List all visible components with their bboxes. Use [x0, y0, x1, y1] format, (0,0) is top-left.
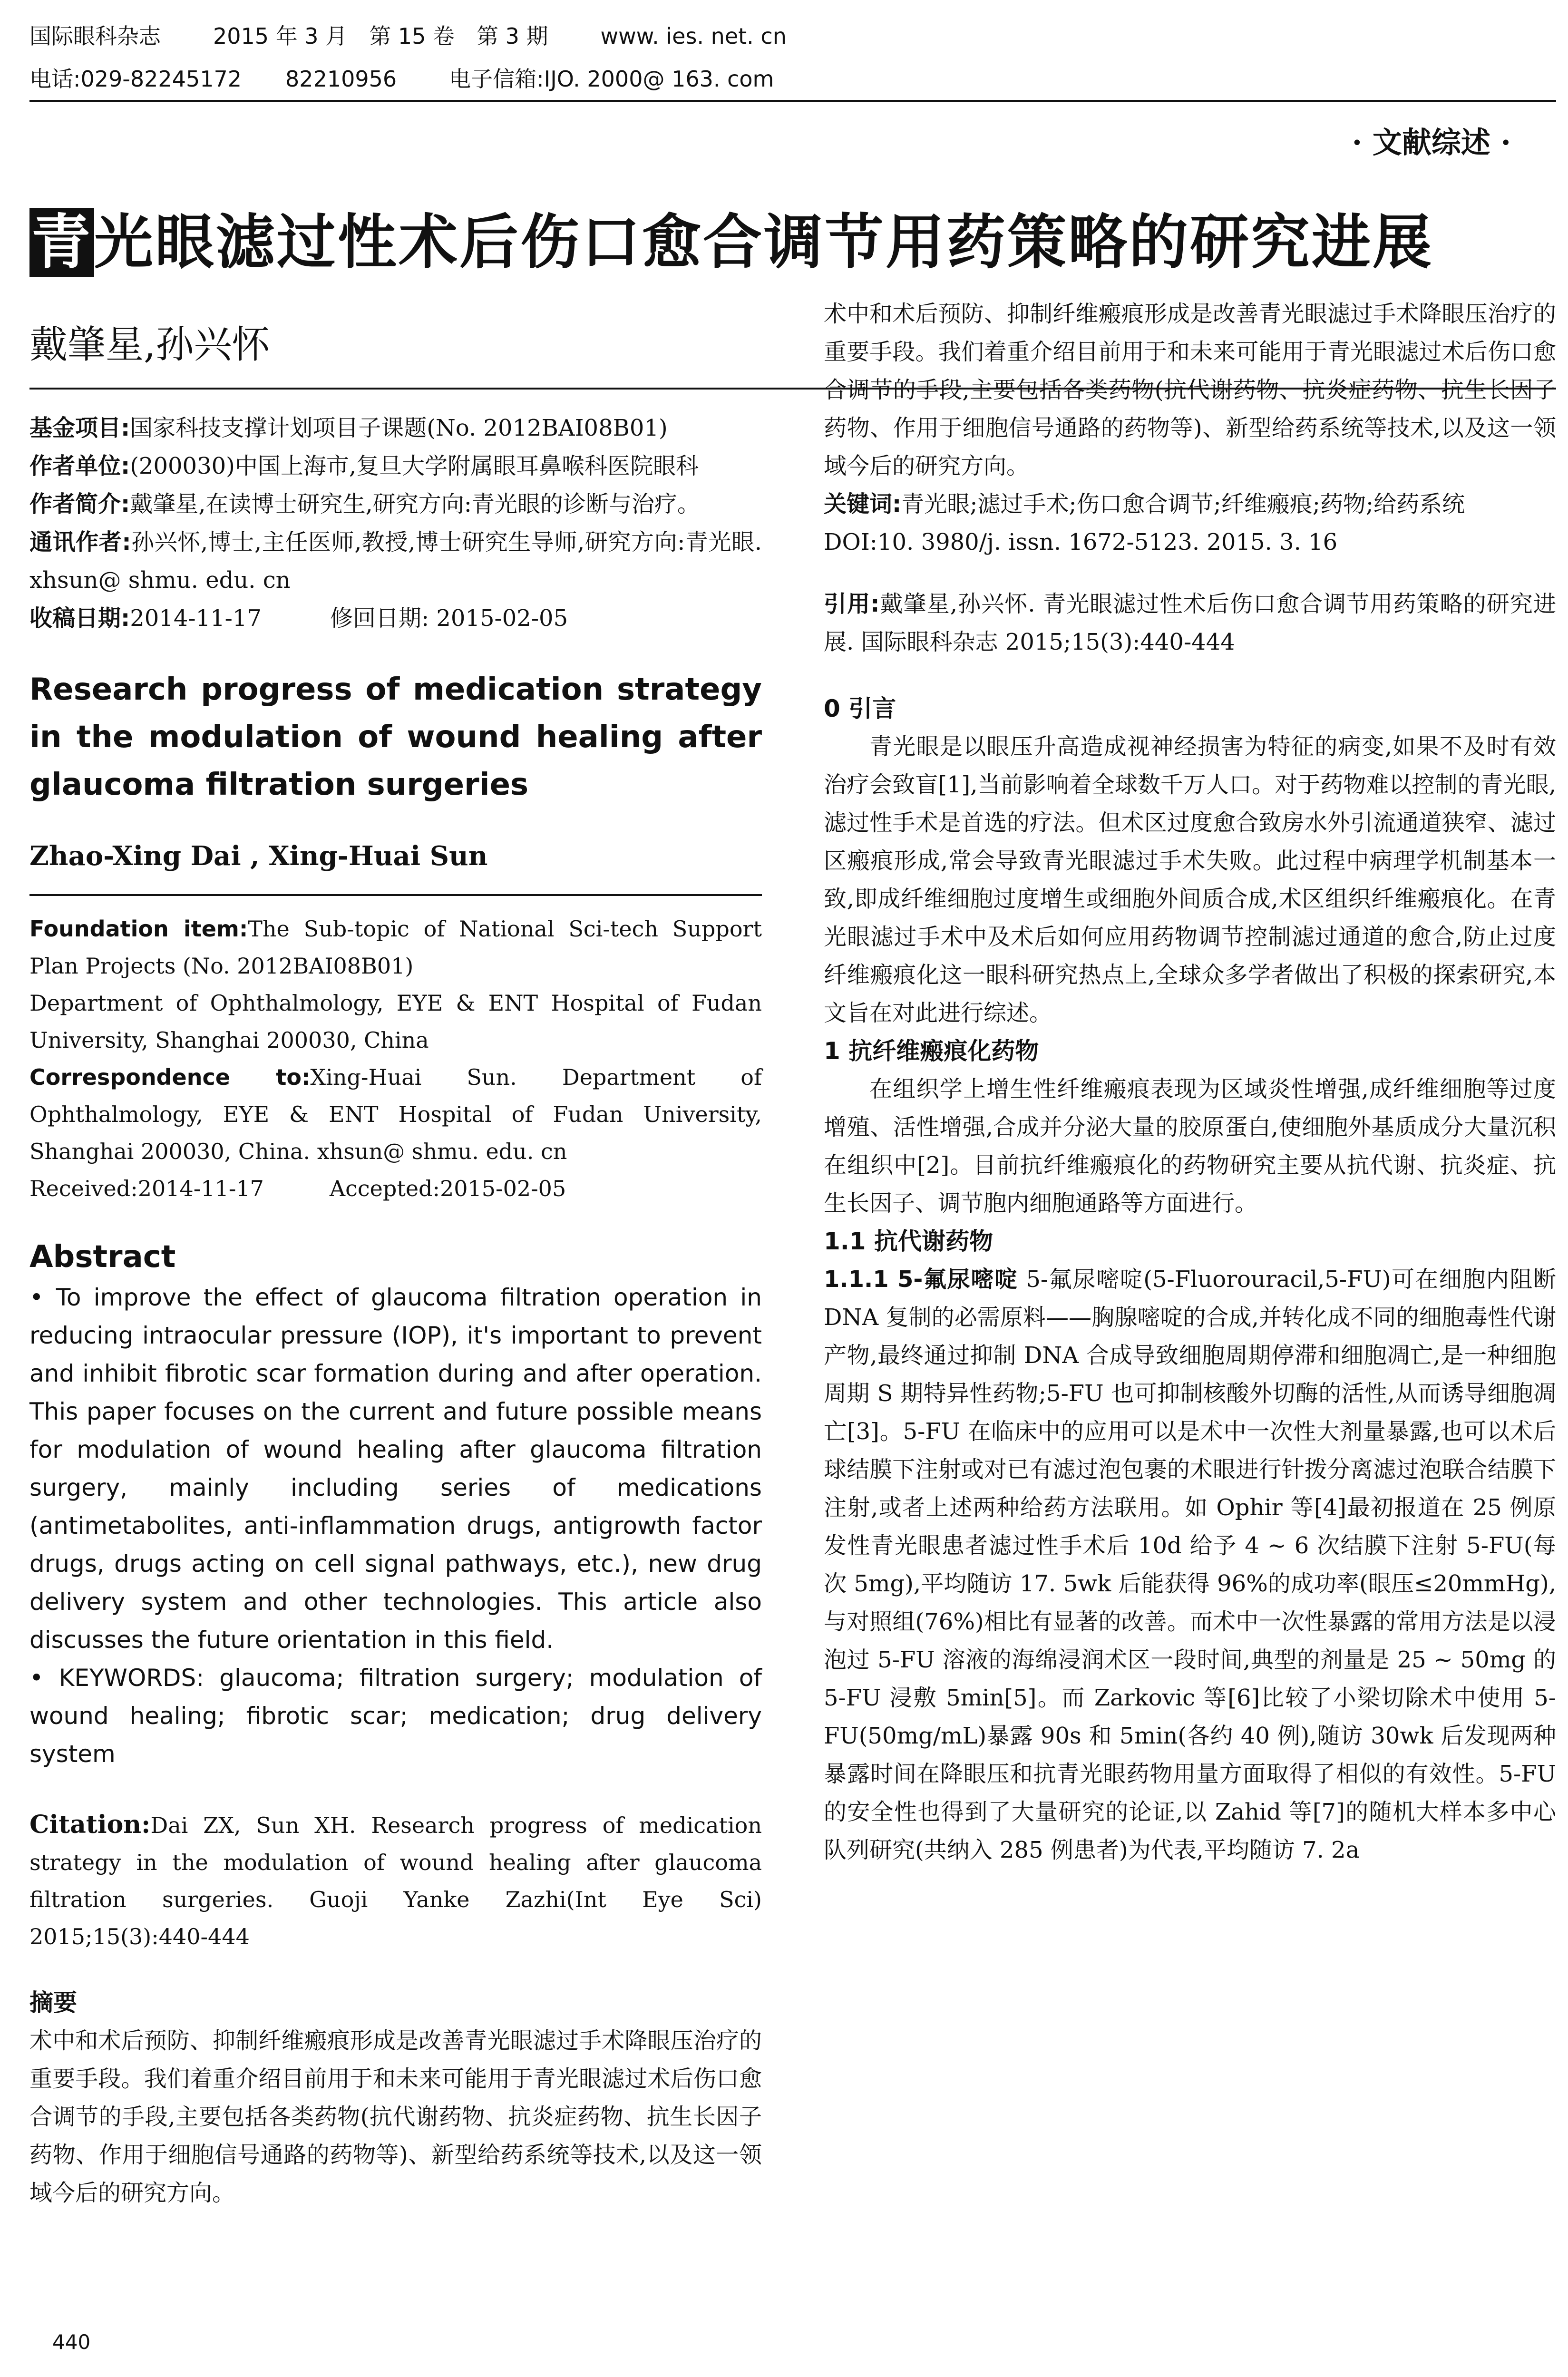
- english-authors: Zhao-Xing Dai , Xing-Huai Sun: [29, 840, 488, 872]
- cn-abstract-text-part: 术中和术后预防、抑制纤维瘢痕形成是改善青光眼滤过手术降眼压治疗的重要手段。我们着重介绍目前用于和未来可能用于青光眼滤过术后伤口愈合调节的手段,主要包括各类药物(抗代谢药物、抗炎症药物、抗生长因子药物、作用于细胞信号通路的药物等)、新型给药系统等技术,以及这一领域今后的研究方向。: [29, 2027, 762, 2206]
- english-authors-rule: [29, 894, 762, 896]
- intro-paragraph: 青光眼是以眼压升高造成视神经损害为特征的病变,如果不及时有效治疗会致盲[1],当前影响着全球数千万人口。对于药物难以控制的青光眼,滤过性手术是首选的疗法。但术区过度愈合致房水外引流通道狭窄、滤过区瘢痕形成,常会导致青光眼滤过手术失败。此过程中病理学机制基本一致,即成纤维细胞过度增生或细胞外间质合成,术区组织纤维瘢痕化。在青光眼滤过手术中及术后如何应用药物调节控制滤过通道的愈合,防止过度纤维瘢痕化这一眼科研究热点上,全球众多学者做出了积极的探索研究,本文旨在对此进行综述。: [824, 733, 1556, 1026]
- running-header-line-1: [29, 19, 839, 50]
- received-accepted: Received:2014-11-17 Accepted:2015-02-05: [29, 1176, 566, 1201]
- right-column: [824, 301, 1556, 1869]
- title-drop-char: 青: [29, 208, 94, 277]
- cn-citation: 引用:戴肇星,孙兴怀. 青光眼滤过性术后伤口愈合调节用药策略的研究进展. 国际眼科杂志 2015;15(3):440-444: [824, 591, 1556, 655]
- english-title: Research progress of medication strategy in the modulation of wound healing after glaucoma filtration surgeries: [29, 672, 762, 802]
- abstract-text: • To improve the effect of glaucoma filtration operation in reducing intraocular pressure (IOP), it's important to prevent and inhibit fibrotic scar formation during and after operation. This paper focuses on the current and future possible means for modulation of wound healing after glaucoma filtration surgery, mainly including series of medications (antimetabolites, anti-inflammation drugs, antigrowth factor drugs, drugs acting on cell signal pathways, etc.), new drug delivery system and other technologies. This article also discusses the future orientation in this field.: [29, 1284, 762, 1654]
- english-citation: Citation:Dai ZX, Sun XH. Research progress of medication strategy in the modulation of wound healing after glaucoma filtration surgeries. Guoji Yanke Zazhi(Int Eye Sci) 2015;15(3):440-444: [29, 1810, 762, 1949]
- correspondence: Correspondence to:Xing-Huai Sun. Department of Ophthalmology, EYE & ENT Hospital of Fudan University, Shanghai 200030, China. xhsun@ shmu. edu. cn: [29, 1064, 762, 1164]
- section-1-1-1-paragraph: 1.1.1 5-氟尿嘧啶 5-氟尿嘧啶(5-Fluorouracil,5-FU)可在细胞内阻断 DNA 复制的必需原料——胸腺嘧啶的合成,并转化成不同的细胞毒性代谢产物,最终通过抑制 DNA 合成导致细胞周期停滞和细胞凋亡,是一种细胞周期 S 期特异性药物;5-FU 也可抑制核酸外切酶的活性,从而诱导细胞凋亡[3]。5-FU 在临床中的应用可以是术中一次性大剂量暴露,也可以术后球结膜下注射或对已有滤过泡包裹的术眼进行针拨分离滤过泡联合结膜下注射,或者上述两种给药方法联用。如 Ophir 等[4]最初报道在 25 例原发性青光眼患者滤过性手术后 10d 给予 4 ~ 6 次结膜下注射 5-FU(每次 5mg),平均随访 17. 5wk 后能获得 96%的成功率(眼压≤20mmHg),与对照组(76%)相比有显著的改善。而术中一次性暴露的常用方法是以浸泡过 5-FU 溶液的海绵浸润术区一段时间,典型的剂量是 25 ~ 50mg 的 5-FU 浸敷 5min[5]。而 Zarkovic 等[6]比较了小梁切除术中使用 5-FU(50mg/mL)暴露 90s 和 5min(各约 40 例),随访 30wk 后发现两种暴露时间在降眼压和抗青光眼药物用量方面取得了相似的有效性。5-FU 的安全性也得到了大量研究的论证,以 Zahid 等[7]的随机大样本多中心队列研究(共纳入 285 例患者)为代表,平均随访 7. 2a: [824, 1266, 1556, 1863]
- cn-abstract-heading: 摘要: [29, 1989, 77, 2017]
- english-keywords: • KEYWORDS: glaucoma; filtration surgery; modulation of wound healing; fibrotic scar; medication; drug delivery system: [29, 1664, 762, 1768]
- page-number: 440: [52, 2330, 91, 2354]
- section-1-1-1-heading: 1.1.1 5-氟尿嘧啶: [824, 1266, 1018, 1293]
- abstract-heading: Abstract: [29, 1239, 176, 1275]
- section-1-paragraph: 在组织学上增生性纤维瘢痕表现为区域炎性增强,成纤维细胞等过度增殖、活性增强,合成并分泌大量的胶原蛋白,使细胞外基质成分大量沉积在组织中[2]。目前抗纤维瘢痕化的药物研究主要从抗代谢、抗炎症、抗生长因子、调节胞内细胞通路等方面进行。: [824, 1076, 1556, 1217]
- section-1-1-heading: 1.1 抗代谢药物: [824, 1227, 993, 1255]
- meta-foundation: 基金项目:国家科技支撑计划项目子课题(No. 2012BAI08B01): [29, 415, 668, 441]
- meta-affiliation: 作者单位:(200030)中国上海市,复旦大学附属眼耳鼻喉科医院眼科: [29, 453, 699, 479]
- english-meta: [29, 910, 762, 1207]
- meta-corresponding: 通讯作者:孙兴怀,博士,主任医师,教授,博士研究生导师,研究方向:青光眼. xhsun@ shmu. edu. cn: [29, 529, 762, 594]
- section-1-heading: 1 抗纤维瘢痕化药物: [824, 1037, 1039, 1065]
- english-department: Department of Ophthalmology, EYE & ENT Hospital of Fudan University, Shanghai 200030, China: [29, 990, 762, 1053]
- intro-heading: 0 引言: [824, 695, 896, 722]
- issue-info: 2015 年 3 月 第 15 卷 第 3 期: [213, 23, 548, 49]
- article-authors: 戴肇星,孙兴怀: [29, 322, 270, 367]
- cn-keywords: 关键词:青光眼;滤过手术;伤口愈合调节;纤维瘢痕;药物;给药系统: [824, 491, 1465, 517]
- left-column: [29, 409, 762, 2206]
- english-abstract: [29, 1278, 762, 1773]
- article-title: [29, 195, 1433, 280]
- running-header-line-2: [29, 62, 826, 93]
- cn-abstract-continued: 术中和术后预防、抑制纤维瘢痕形成是改善青光眼滤过手术降眼压治疗的重要手段。我们着重介绍目前用于和未来可能用于青光眼滤过术后伤口愈合调节的手段,主要包括各类药物(抗代谢药物、抗炎症药物、抗生长因子药物、作用于细胞信号通路的药物等)、新型给药系统等技术,以及这一领域今后的研究方向。: [824, 301, 1556, 479]
- journal-name: 国际眼科杂志: [29, 23, 161, 49]
- email-address[interactable]: 电子信箱:IJO. 2000@ 163. com: [449, 66, 774, 92]
- section-tag: · 文献综述 ·: [1352, 125, 1511, 160]
- title-text: 光眼滤过性术后伤口愈合调节用药策略的研究进展: [94, 208, 1434, 277]
- meta-dates: 收稿日期:2014-11-17 修回日期: 2015-02-05: [29, 605, 568, 632]
- doi[interactable]: DOI:10. 3980/j. issn. 1672-5123. 2015. 3. 16: [824, 529, 1338, 555]
- cn-meta: [29, 409, 762, 637]
- phone-number: 电话:029-82245172 82210956: [29, 66, 397, 92]
- website-link[interactable]: www. ies. net. cn: [600, 23, 787, 49]
- header-rule: [29, 100, 1556, 102]
- meta-author-bio: 作者简介:戴肇星,在读博士研究生,研究方向:青光眼的诊断与治疗。: [29, 491, 700, 517]
- foundation-item: Foundation item:The Sub-topic of National Sci-tech Support Plan Projects (No. 2012BAI08B01): [29, 916, 762, 979]
